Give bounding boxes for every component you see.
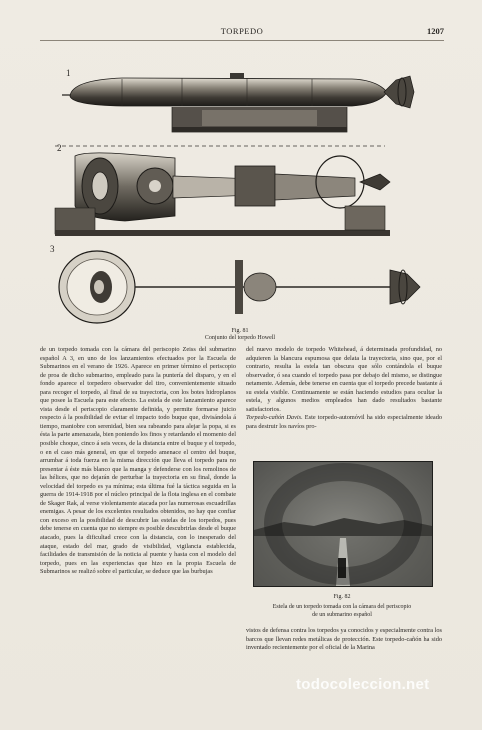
- page-number: 1207: [427, 26, 444, 36]
- right-column-paragraph-2: [246, 414, 442, 431]
- running-title: TORPEDO: [220, 26, 264, 36]
- right-column-paragraph-3: vistos de defensa contra los torpedos ya conocidos y especialmente contra los barcos que llevan redes metálicas de protección. Este torpedo-cañón ha sido inventado recientemente por el oficial de la Marina: [246, 627, 442, 652]
- right-column-top-text: [246, 346, 442, 458]
- torpedo-canon-text: Este torpedo-automóvil ha sido especialmente ideado para destruir los navíos pro-: [246, 414, 442, 430]
- figure-82-caption-line-2: de un submarino español: [312, 612, 372, 618]
- torpedo-exterior-drawing: [62, 70, 422, 142]
- page-header: [40, 26, 444, 41]
- figure-82-label: Fig. 82: [333, 594, 351, 600]
- figure-81-label: Fig. 81: [231, 328, 249, 334]
- figure-mark-3: 3: [50, 244, 55, 254]
- figure-mark-1: 1: [66, 68, 71, 78]
- torpedo-flywheel-drawing: [55, 250, 425, 330]
- torpedo-mechanism-drawing: [55, 146, 400, 241]
- figure-81-caption: Conjunto del torpedo Howell: [204, 335, 276, 341]
- watermark: todocoleccion.net: [296, 676, 430, 693]
- left-column-paragraph: de un torpedo tomada con la cámara del periscopio Zeiss del submarino español A 3, en uno de los lanzamientos efectuados por la Escuela de Submarinos en el verano de 1926. Aparece en primer término el periscopio de proa de dicho submarino, empleado para la puntería del disparo, y en el fondo aparece el torpedero observador del tiro, convenientemente situado para recoger el torpedo, al final de su trayectoria, con los botes hidroplanos que posee la Escuela para este efecto. La estela de este lanzamiento aparece vista desde el periscopio claramente definida, y permite formarse juicio respecto á la posibilidad de evitar el impacto todo buque que, divisándola á tiempo, maniobre con serenidad, bien sea rabeando para alejar la popa, si es ésta la parte amenazada, bien poniendo los finos y retardando el momento del posible choque, cinco á seis veces, de la distancia entre el buque y el torpedo, o en el caso más general, en que el torpedo amenace el centro del buque, arrumbar á toda fuerza en la misma dirección que lleva el torpedo para no presentar á éste más blanco que la manga y defenderse con los remolinos de las hélices, que no dejarán de perturbar la trayectoria en su final, donde la velocidad del torpedo es ya mínima; esta última fué la táctica seguida en la guerra de 1914-1918 por el núcleo principal de la flota inglesa en el combate de Skager Rak, al verse violentamente atacada por las numerosas escuadrillas enemigas. A pesar de los excelentes resultados obtenidos, no hay que confiar con exceso en la posibilidad de descubrir las estelas de los torpedos, pues debe tenerse en cuenta que no siempre es posible descubrirlas desde el buque atacado, pues la dificultad crece con la distancia, con lo inesperado del ataque, estado del mar, grado de visibilidad, vigilancia establecida, facilidades de transmisión de la noticia al puente y hasta con el modelo del torpedo, pues en las experiencias que hizo en la propia Escuela de Submarinos se realizó sobre el particular, se deduce que las burbujas: [40, 346, 236, 576]
- figure-mark-2: 2: [57, 143, 62, 153]
- torpedo-wake-photo: [253, 461, 433, 587]
- torpedo-canon-heading: Torpedo-cañón Davis.: [246, 414, 303, 422]
- right-column-bottom-text: [246, 627, 442, 679]
- left-column-text: [40, 346, 236, 695]
- right-column-paragraph-1: del nuevo modelo de torpedo Whitehead, á determinada profundidad, no adquieren la blancura espumosa que delata la trayectoria, sino que, por el contrario, resulta la estela tan obscura que sólo contándola el buque observador, ó sea cuando el torpedo pasa por debajo del mismo, se distingue netamente. Además, debe tenerse en cuenta que el torpedo precede bastante á su estela visible. Continuamente se están haciendo estudios para ocultar la estela, y algunos medios empleados han dado resultados bastante satisfactorios.: [246, 346, 442, 413]
- photo-scene: [254, 462, 432, 586]
- figure-82-caption-line-1: Estela de un torpedo tomada con la cámara del periscopio: [272, 604, 412, 610]
